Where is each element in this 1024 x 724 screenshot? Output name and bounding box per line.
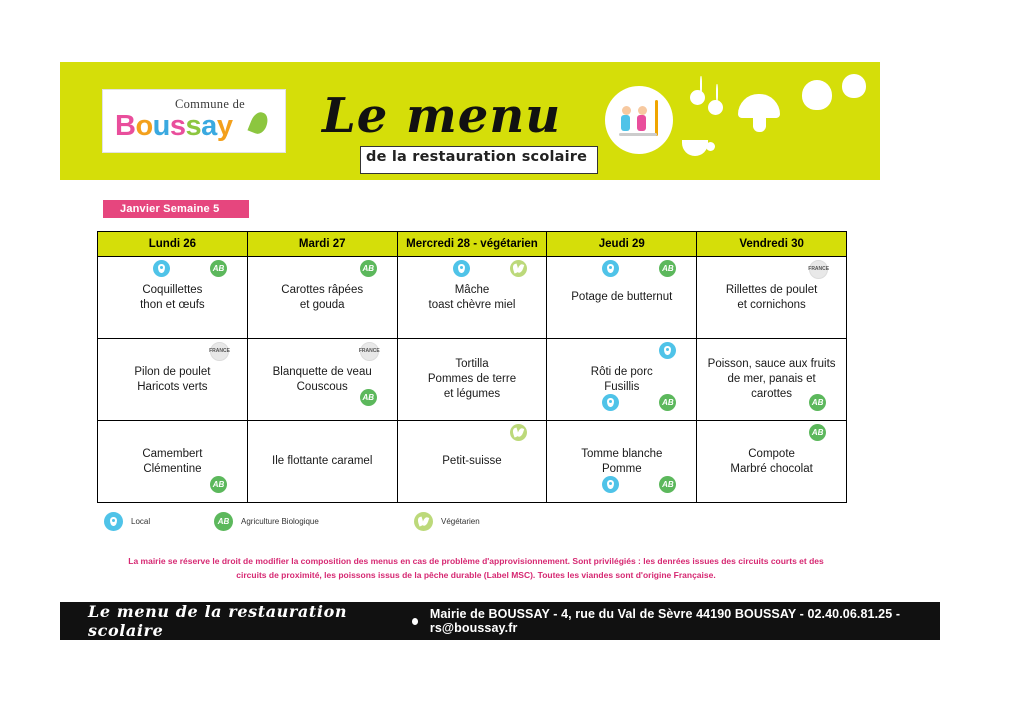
organic-badge: AB [659, 260, 676, 277]
week-label: Janvier Semaine 5 [103, 200, 249, 218]
organic-badge: AB [360, 389, 377, 406]
organic-badge: AB [210, 260, 227, 277]
organic-badge: AB [809, 394, 826, 411]
footer-separator-dot [412, 618, 418, 625]
legend-label-organic: Agriculture Biologique [241, 517, 319, 526]
menu-item-text: Compote [748, 447, 795, 460]
legend-label-vegetarian: Végétarien [441, 517, 480, 526]
menu-cell[interactable] [98, 257, 248, 339]
vegetarian-badge [510, 260, 527, 277]
menu-item-text: toast chèvre miel [428, 298, 516, 311]
menu-item-text: Couscous [296, 380, 348, 393]
logo-letter: y [216, 110, 233, 142]
menu-item-text: et gouda [299, 298, 345, 311]
page-title: Le menu [322, 88, 562, 144]
header-banner [60, 62, 880, 180]
vegetarian-badge [510, 424, 527, 441]
logo-town-name [115, 110, 232, 143]
disclaimer-text: La mairie se réserve le droit de modifier la composition des menus en cas de problème d'approvisionnement. Sont privilégiés : les denrées issues des circuits courts et des circuits de proximité, les poissons issus de la pêche durable (Label MSC). Toutes les viandes sont d'origine Française. [128, 556, 824, 580]
apple-icon [842, 74, 866, 98]
menu-item-text: Tortilla [455, 358, 489, 370]
organic-badge: AB [210, 476, 227, 493]
menu-item-text: Marbré chocolat [730, 462, 813, 475]
menu-item-text: Potage de butternut [571, 291, 673, 303]
logo-commune-label: Commune de [175, 97, 246, 111]
fork-icon [655, 100, 658, 136]
french-origin-badge: FRANCE [809, 260, 828, 279]
leaf-icon [247, 110, 270, 136]
column-header-friday: Vendredi 30 [697, 232, 847, 257]
logo-letter: u [152, 110, 170, 142]
menu-table [97, 231, 847, 503]
local-badge [153, 260, 170, 277]
menu-item-text: Haricots verts [137, 380, 208, 393]
local-badge [104, 512, 123, 531]
menu-item-text: Ile flottante caramel [272, 455, 373, 467]
menu-item-text: Mâche [454, 283, 490, 296]
menu-cell[interactable] [247, 339, 397, 421]
apple-icon [802, 80, 832, 110]
menu-item-text: et cornichons [737, 298, 806, 311]
legend-item-vegetarian [414, 512, 480, 531]
french-origin-badge: FRANCE [210, 342, 229, 361]
menu-item-text: Fusillis [604, 380, 640, 393]
footer-bar [60, 602, 940, 640]
logo-letter: o [135, 110, 153, 142]
table-row [98, 421, 847, 503]
menu-item-text: Poisson, sauce aux fruits [707, 358, 836, 370]
menu-item-text: Rillettes de poulet [725, 283, 818, 296]
kids-illustration [605, 86, 673, 154]
menu-item-text: Coquillettes [142, 283, 203, 296]
menu-item-text: Pomme [601, 462, 642, 475]
menu-item-text: Tomme blanche [581, 447, 663, 460]
menu-item-text: carottes [751, 388, 793, 400]
local-badge [602, 476, 619, 493]
logo-letter: a [201, 110, 217, 142]
menu-cell[interactable] [697, 339, 847, 421]
footer-script-title: Le menu de la restauration scolaire [88, 602, 348, 640]
menu-item-text: Pilon de poulet [134, 365, 211, 378]
organic-badge: AB [360, 260, 377, 277]
menu-item-text: Pommes de terre [427, 373, 517, 385]
menu-item-text: de mer, panais et [727, 373, 816, 385]
page-subtitle: de la restauration scolaire [366, 149, 588, 165]
legend [104, 512, 844, 536]
legend-label-local: Local [131, 517, 151, 526]
menu-cell[interactable] [547, 421, 697, 503]
menu-item-text: Carottes râpées [281, 283, 364, 296]
table-header-row [98, 232, 847, 257]
local-badge [659, 342, 676, 359]
menu-cell[interactable] [397, 339, 547, 421]
menu-item-text: et légumes [443, 388, 501, 400]
organic-badge: AB [809, 424, 826, 441]
column-header-monday: Lundi 26 [98, 232, 248, 257]
menu-cell[interactable] [697, 257, 847, 339]
menu-cell[interactable] [98, 421, 248, 503]
column-header-tuesday: Mardi 27 [247, 232, 397, 257]
logo-letter: s [169, 110, 186, 142]
logo-letter: B [115, 110, 136, 142]
vegetarian-badge [414, 512, 433, 531]
menu-cell[interactable] [247, 421, 397, 503]
commune-logo [102, 89, 286, 153]
local-badge [602, 260, 619, 277]
legend-item-organic [214, 512, 319, 531]
organic-badge: AB [659, 394, 676, 411]
column-header-wednesday: Mercredi 28 - végétarien [397, 232, 547, 257]
local-badge [602, 394, 619, 411]
organic-badge: AB [659, 476, 676, 493]
table-row [98, 257, 847, 339]
column-header-thursday: Jeudi 29 [547, 232, 697, 257]
table-row [98, 339, 847, 421]
organic-badge: AB [214, 512, 233, 531]
menu-cell[interactable] [98, 339, 248, 421]
footer-contact-info: Mairie de BOUSSAY - 4, rue du Val de Sèvre 44190 BOUSSAY - 02.40.06.81.25 - rs@boussay.fr [429, 607, 901, 635]
menu-cell[interactable] [397, 421, 547, 503]
menu-item-text: Petit-suisse [442, 455, 502, 467]
legend-item-local [104, 512, 150, 531]
menu-item-text: Clémentine [143, 462, 202, 475]
menu-cell[interactable] [397, 257, 547, 339]
menu-cell[interactable] [247, 257, 397, 339]
menu-cell[interactable] [547, 339, 697, 421]
local-badge [453, 260, 470, 277]
logo-letter: s [185, 110, 202, 142]
french-origin-badge: FRANCE [360, 342, 379, 361]
menu-item-text: Rôti de porc [590, 365, 653, 378]
menu-item-text: thon et œufs [140, 298, 205, 311]
menu-cell[interactable] [547, 257, 697, 339]
menu-cell[interactable] [697, 421, 847, 503]
menu-item-text: Camembert [142, 447, 203, 460]
menu-item-text: Blanquette de veau [272, 365, 372, 378]
